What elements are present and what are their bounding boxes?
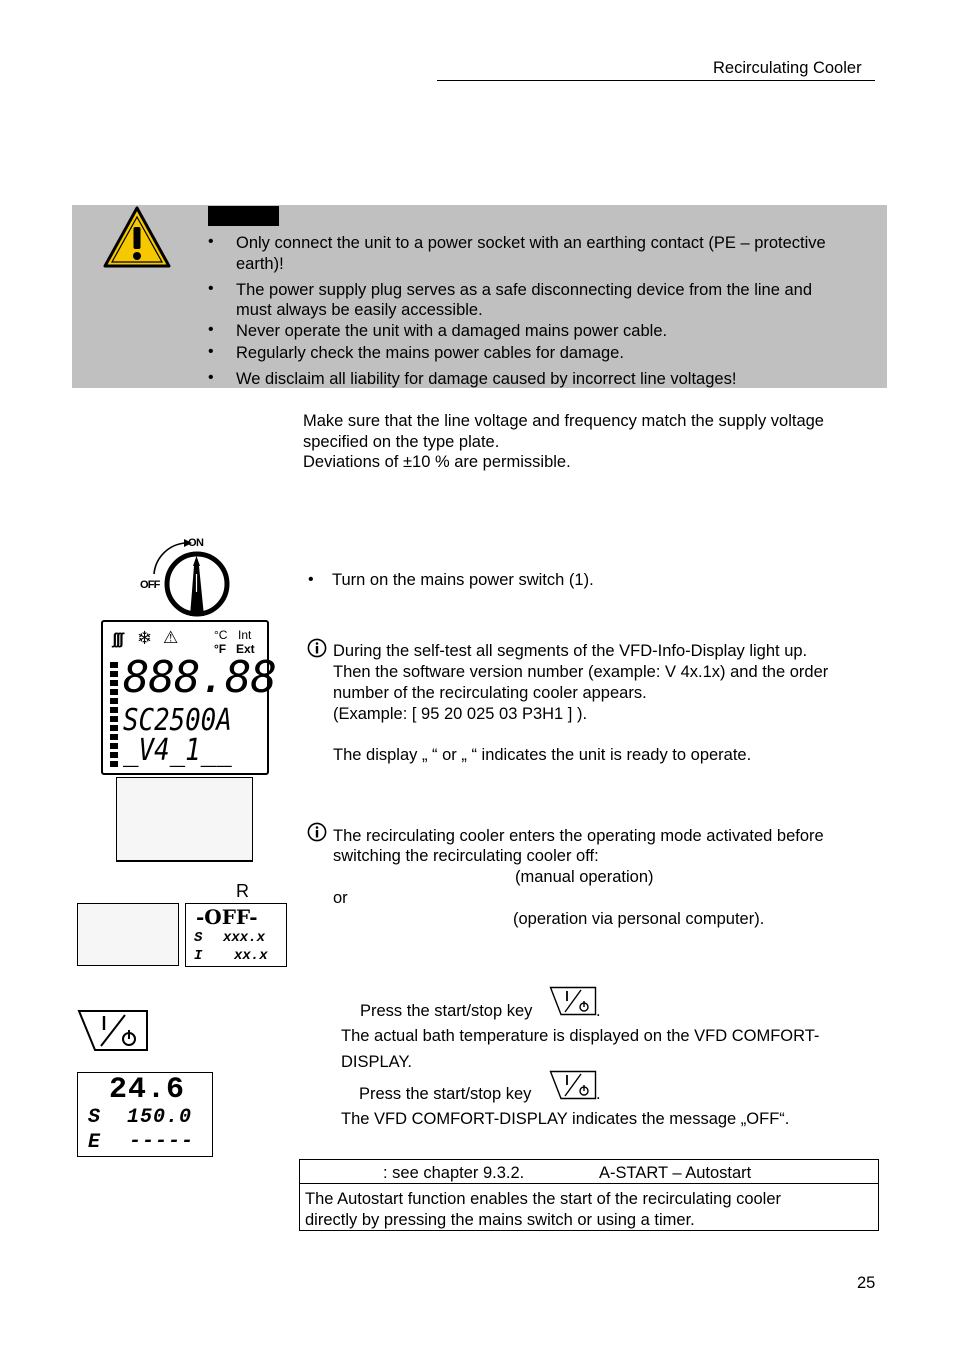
temp-row2-value: ----- — [129, 1130, 195, 1153]
warning-item: earth)! — [236, 255, 284, 273]
blank-display-small — [77, 903, 179, 966]
start-text: The VFD COMFORT-DISPLAY indicates the message „OFF“. — [341, 1110, 790, 1128]
bullet-dot: • — [208, 369, 214, 386]
off-display — [185, 903, 287, 967]
warning-item: We disclaim all liability for damage caused by incorrect line voltages! — [236, 370, 737, 388]
mains-switch-illustration — [138, 536, 238, 621]
bullet-dot: • — [208, 280, 214, 297]
header-rule — [437, 80, 875, 81]
period: . — [596, 1085, 601, 1103]
switch-instruction: Turn on the mains power switch (1). — [332, 571, 594, 589]
off-row1-key: S — [194, 930, 203, 946]
mode-text: (manual operation) — [515, 868, 654, 886]
off-title: -OFF- — [196, 905, 258, 929]
fahrenheit-label: °F — [214, 642, 227, 656]
page-number: 25 — [857, 1274, 876, 1292]
r-label: R — [236, 881, 249, 901]
snowflake-icon: ❄ — [137, 628, 153, 648]
autostart-text: The Autostart function enables the start of the recirculating cooler — [305, 1190, 782, 1208]
warning-item: Regularly check the mains power cables for damage. — [236, 344, 624, 362]
selftest-text: The display „ “ or „ “ indicates the unit is ready to operate. — [333, 746, 752, 764]
lcd-main-digits: 888.88 — [123, 652, 276, 703]
off-row2-key: I — [194, 948, 203, 964]
header-title: Recirculating Cooler — [713, 59, 862, 77]
start-stop-key-icon — [549, 1070, 597, 1100]
lcd-row3: _V4_1__ — [123, 733, 232, 768]
selftest-text: (Example: [ 95 20 025 03 P3H1 ] ). — [333, 705, 588, 723]
voltage-text: specified on the type plate. — [303, 433, 500, 451]
bullet-dot: • — [208, 233, 214, 250]
info-icon — [307, 638, 327, 663]
start-text: DISPLAY. — [341, 1053, 412, 1071]
selftest-text: During the self-test all segments of the VFD-Info-Display light up. — [333, 642, 808, 660]
switch-off-label: OFF — [140, 579, 160, 591]
warning-label-bar — [208, 206, 279, 226]
vfd-info-display — [101, 620, 276, 775]
lcd-row2: SC2500A — [123, 703, 232, 738]
alarm-icon: ⚠ — [163, 628, 179, 647]
start-text: The actual bath temperature is displayed on the VFD COMFORT- — [341, 1027, 820, 1045]
switch-on-label: ON — [188, 537, 204, 549]
warning-item: Never operate the unit with a damaged mains power cable. — [236, 322, 668, 340]
start-stop-key-icon — [549, 986, 597, 1016]
selftest-text: Then the software version number (example: V 4x.1x) and the order — [333, 663, 829, 681]
mode-text: or — [333, 889, 348, 907]
temperature-display — [77, 1072, 213, 1157]
info-icon — [307, 822, 327, 847]
start-text: Press the start/stop key — [359, 1085, 532, 1103]
celsius-label: °C — [214, 628, 228, 642]
warning-item: Only connect the unit to a power socket with an earthing contact (PE – protective — [236, 234, 826, 252]
voltage-text: Deviations of ±10 % are permissible. — [303, 453, 571, 471]
bullet-dot: • — [308, 571, 314, 588]
temp-value: 24.6 — [109, 1073, 186, 1107]
warning-item: The power supply plug serves as a safe disconnecting device from the line and — [236, 281, 812, 299]
temp-row2-key: E — [88, 1131, 101, 1154]
temp-row1-value: 150.0 — [127, 1106, 193, 1129]
level-bar — [110, 662, 118, 767]
voltage-text: Make sure that the line voltage and frequency match the supply voltage — [303, 412, 824, 430]
mode-text: The recirculating cooler enters the operating mode activated before — [333, 827, 824, 845]
bullet-dot: • — [208, 321, 214, 338]
period: . — [596, 1002, 601, 1020]
blank-display — [116, 777, 253, 862]
mode-text: switching the recirculating cooler off: — [333, 847, 599, 865]
bullet-dot: • — [208, 343, 214, 360]
autostart-name: A-START – Autostart — [599, 1164, 752, 1182]
warning-item: must always be easily accessible. — [236, 301, 483, 319]
autostart-reference: : see chapter 9.3.2. — [383, 1164, 525, 1182]
selftest-text: number of the recirculating cooler appears. — [333, 684, 647, 702]
off-row2-value: xx.x — [234, 948, 268, 964]
warning-triangle-icon — [102, 205, 172, 269]
heater-icon: ʃʃʃ — [112, 631, 122, 648]
ext-label: Ext — [236, 642, 255, 656]
int-label: Int — [238, 628, 252, 642]
autostart-text: directly by pressing the mains switch or using a timer. — [305, 1211, 695, 1229]
off-row1-value: xxx.x — [223, 930, 266, 946]
start-text: Press the start/stop key — [360, 1002, 533, 1020]
temp-row1-key: S — [88, 1106, 101, 1129]
mode-text: (operation via personal computer). — [513, 910, 765, 928]
start-stop-key-icon — [77, 1009, 149, 1052]
